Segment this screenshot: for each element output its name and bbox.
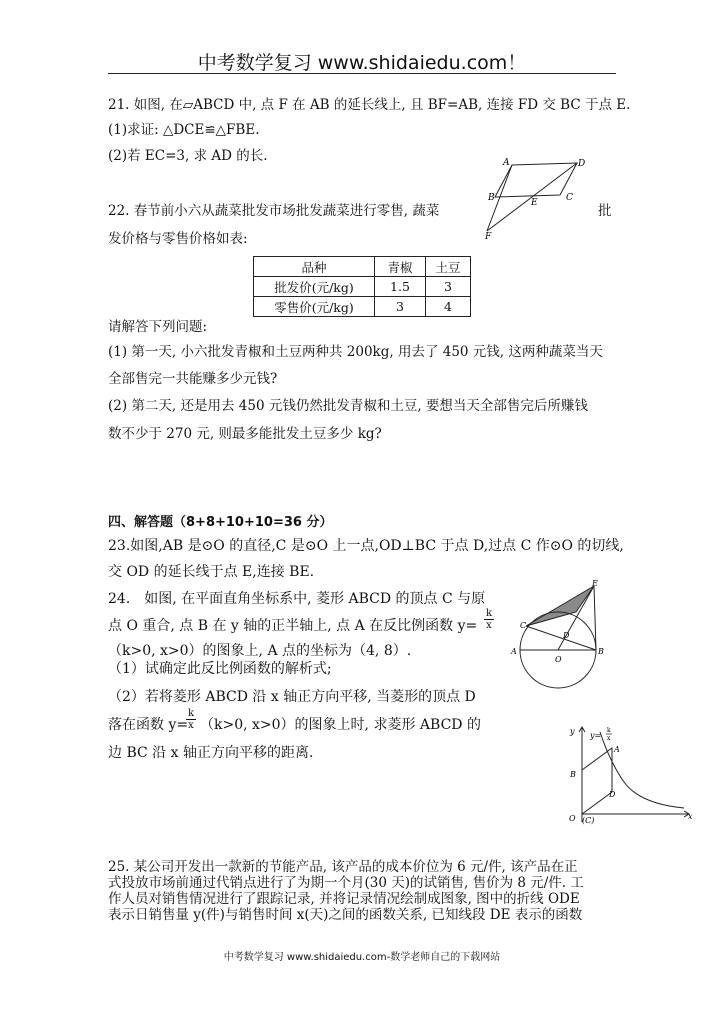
q23-circle-figure [508,578,612,690]
table-cell: 4 [426,297,471,317]
q22-line6: (2) 第二天, 还是用去 450 元钱仍然批发青椒和土豆, 要想当天全部售完后所赚钱 [108,398,588,414]
q24-line2: 点 O 重合, 点 B 在 y 轴的正半轴上, 点 A 在反比例函数 y= [108,618,478,634]
q23-label-o: O [555,655,562,664]
q24-coordinate-graph [560,722,698,830]
q24-fraction-den: x [486,620,492,631]
q24-fraction-num: k [485,608,493,619]
table-row [254,297,471,317]
q24-graph-func-num: k [607,727,611,734]
q25-line3: 作人员对销售情况进行了跟踪记录, 并将记录情况绘制成图象, 图中的折线 ODE [108,891,580,907]
q24-line6a: 落在函数 y= [108,717,189,733]
q25-line1: 25. 某公司开发出一款新的节能产品, 该产品的成本价位为 6 元/件, 该产品在正 [108,859,578,875]
table-cell: 3 [426,277,471,297]
q22-line1-left: 22. 春节前小六从蔬菜批发市场批发蔬菜进行零售, 蔬菜 [108,203,440,219]
q22-line1-right: 批 [598,203,612,219]
q24-graph-label-o: O [569,814,576,823]
q23-label-e: E [592,579,598,588]
q25-line4: 表示日销售量 y(件)与销售时间 x(天)之间的函数关系, 已知线段 DE 表示的函数 [108,907,583,923]
page-header-title: 中考数学复习 www.shidaiedu.com！ [197,52,527,74]
q23-line1: 23.如图,AB 是⊙O 的直径,C 是⊙O 上一点,OD⊥BC 于点 D,过点 C 作⊙O 的切线, [108,538,624,554]
q23-label-c: C [520,621,527,630]
q22-line5: 全部售完一共能赚多少元钱? [108,371,278,387]
q23-label-a: A [511,647,517,656]
table-row [254,277,471,297]
q21-label-a: A [503,158,510,168]
q25-line2: 式投放市场前通过代销点进行了为期一个月(30 天)的试销售, 售价为 8 元/件. 工 [108,875,584,891]
table-header-row [254,257,471,277]
q21-line2: (1)求证: △DCE≌△FBE. [108,122,260,138]
q24-graph-y-axis: y [570,727,575,736]
q23-label-d: D [563,631,570,640]
q21-parallelogram-figure [482,153,592,243]
q21-label-e: E [531,198,538,208]
table-cell: 1.5 [375,277,426,297]
q22-line3: 请解答下列问题: [108,319,208,335]
q23-label-b: B [598,647,604,656]
q24-fraction [484,608,494,631]
table-header-cell: 青椒 [375,257,426,277]
table-cell: 3 [375,297,426,317]
q24-fraction-2-den: x [188,720,194,731]
q24-graph-func-den: x [607,735,611,742]
page-footer: 中考数学复习 www.shidaiedu.com-数学老师自己的下载网站 [223,952,501,963]
q21-line3: (2)若 EC=3, 求 AD 的长. [108,148,268,164]
q22-line2: 发价格与零售价格如表: [108,231,248,247]
q22-price-table [253,256,471,317]
section-4-title: 四、解答题（8+8+10+10=36 分） [108,515,333,530]
q24-graph-x-axis: x [688,812,693,821]
q24-fraction-2-num: k [187,708,195,719]
header-divider [108,73,616,74]
q24-graph-label-b: B [570,770,576,779]
q23-line2: 交 OD 的延长线于点 E,连接 BE. [108,564,315,580]
table-cell: 零售价(元/kg) [254,297,375,317]
q21-label-b: B [488,193,495,203]
q24-line5: （2）若将菱形 ABCD 沿 x 轴正方向平移, 当菱形的顶点 D [108,689,476,705]
q24-fraction-2 [186,708,196,731]
q22-line4: (1) 第一天, 小六批发青椒和土豆两种共 200kg, 用去了 450 元钱, 这两种蔬菜当天 [108,344,603,360]
q21-label-c: C [566,193,573,203]
q24-graph-label-a: A [614,745,620,754]
q24-line1: 24． 如图, 在平面直角坐标系中, 菱形 ABCD 的顶点 C 与原 [108,591,486,607]
q24-line4: （1）试确定此反比例函数的解析式; [108,661,332,677]
table-cell: 批发价(元/kg) [254,277,375,297]
table-header-cell: 品种 [254,257,375,277]
table-header-cell: 土豆 [426,257,471,277]
q24-graph-func-label: y= [590,731,602,740]
q24-line7: 边 BC 沿 x 轴正方向平移的距离. [108,745,314,761]
q24-line6b: （k>0, x>0）的图象上时, 求菱形 ABCD 的 [200,717,481,733]
q24-line3: （k>0, x>0）的图象上, A 点的坐标为（4, 8）. [108,643,412,659]
q21-label-f: F [485,232,492,242]
q21-label-d: D [578,159,586,169]
q21-line1: 21. 如图, 在▱ABCD 中, 点 F 在 AB 的延长线上, 且 BF=AB, 连接 FD 交 BC 于点 E. [108,97,631,113]
q24-graph-label-d: D [609,790,616,799]
q22-line7: 数不少于 270 元, 则最多能批发土豆多少 kg? [108,426,382,442]
q24-graph-label-c: (C) [582,816,595,825]
